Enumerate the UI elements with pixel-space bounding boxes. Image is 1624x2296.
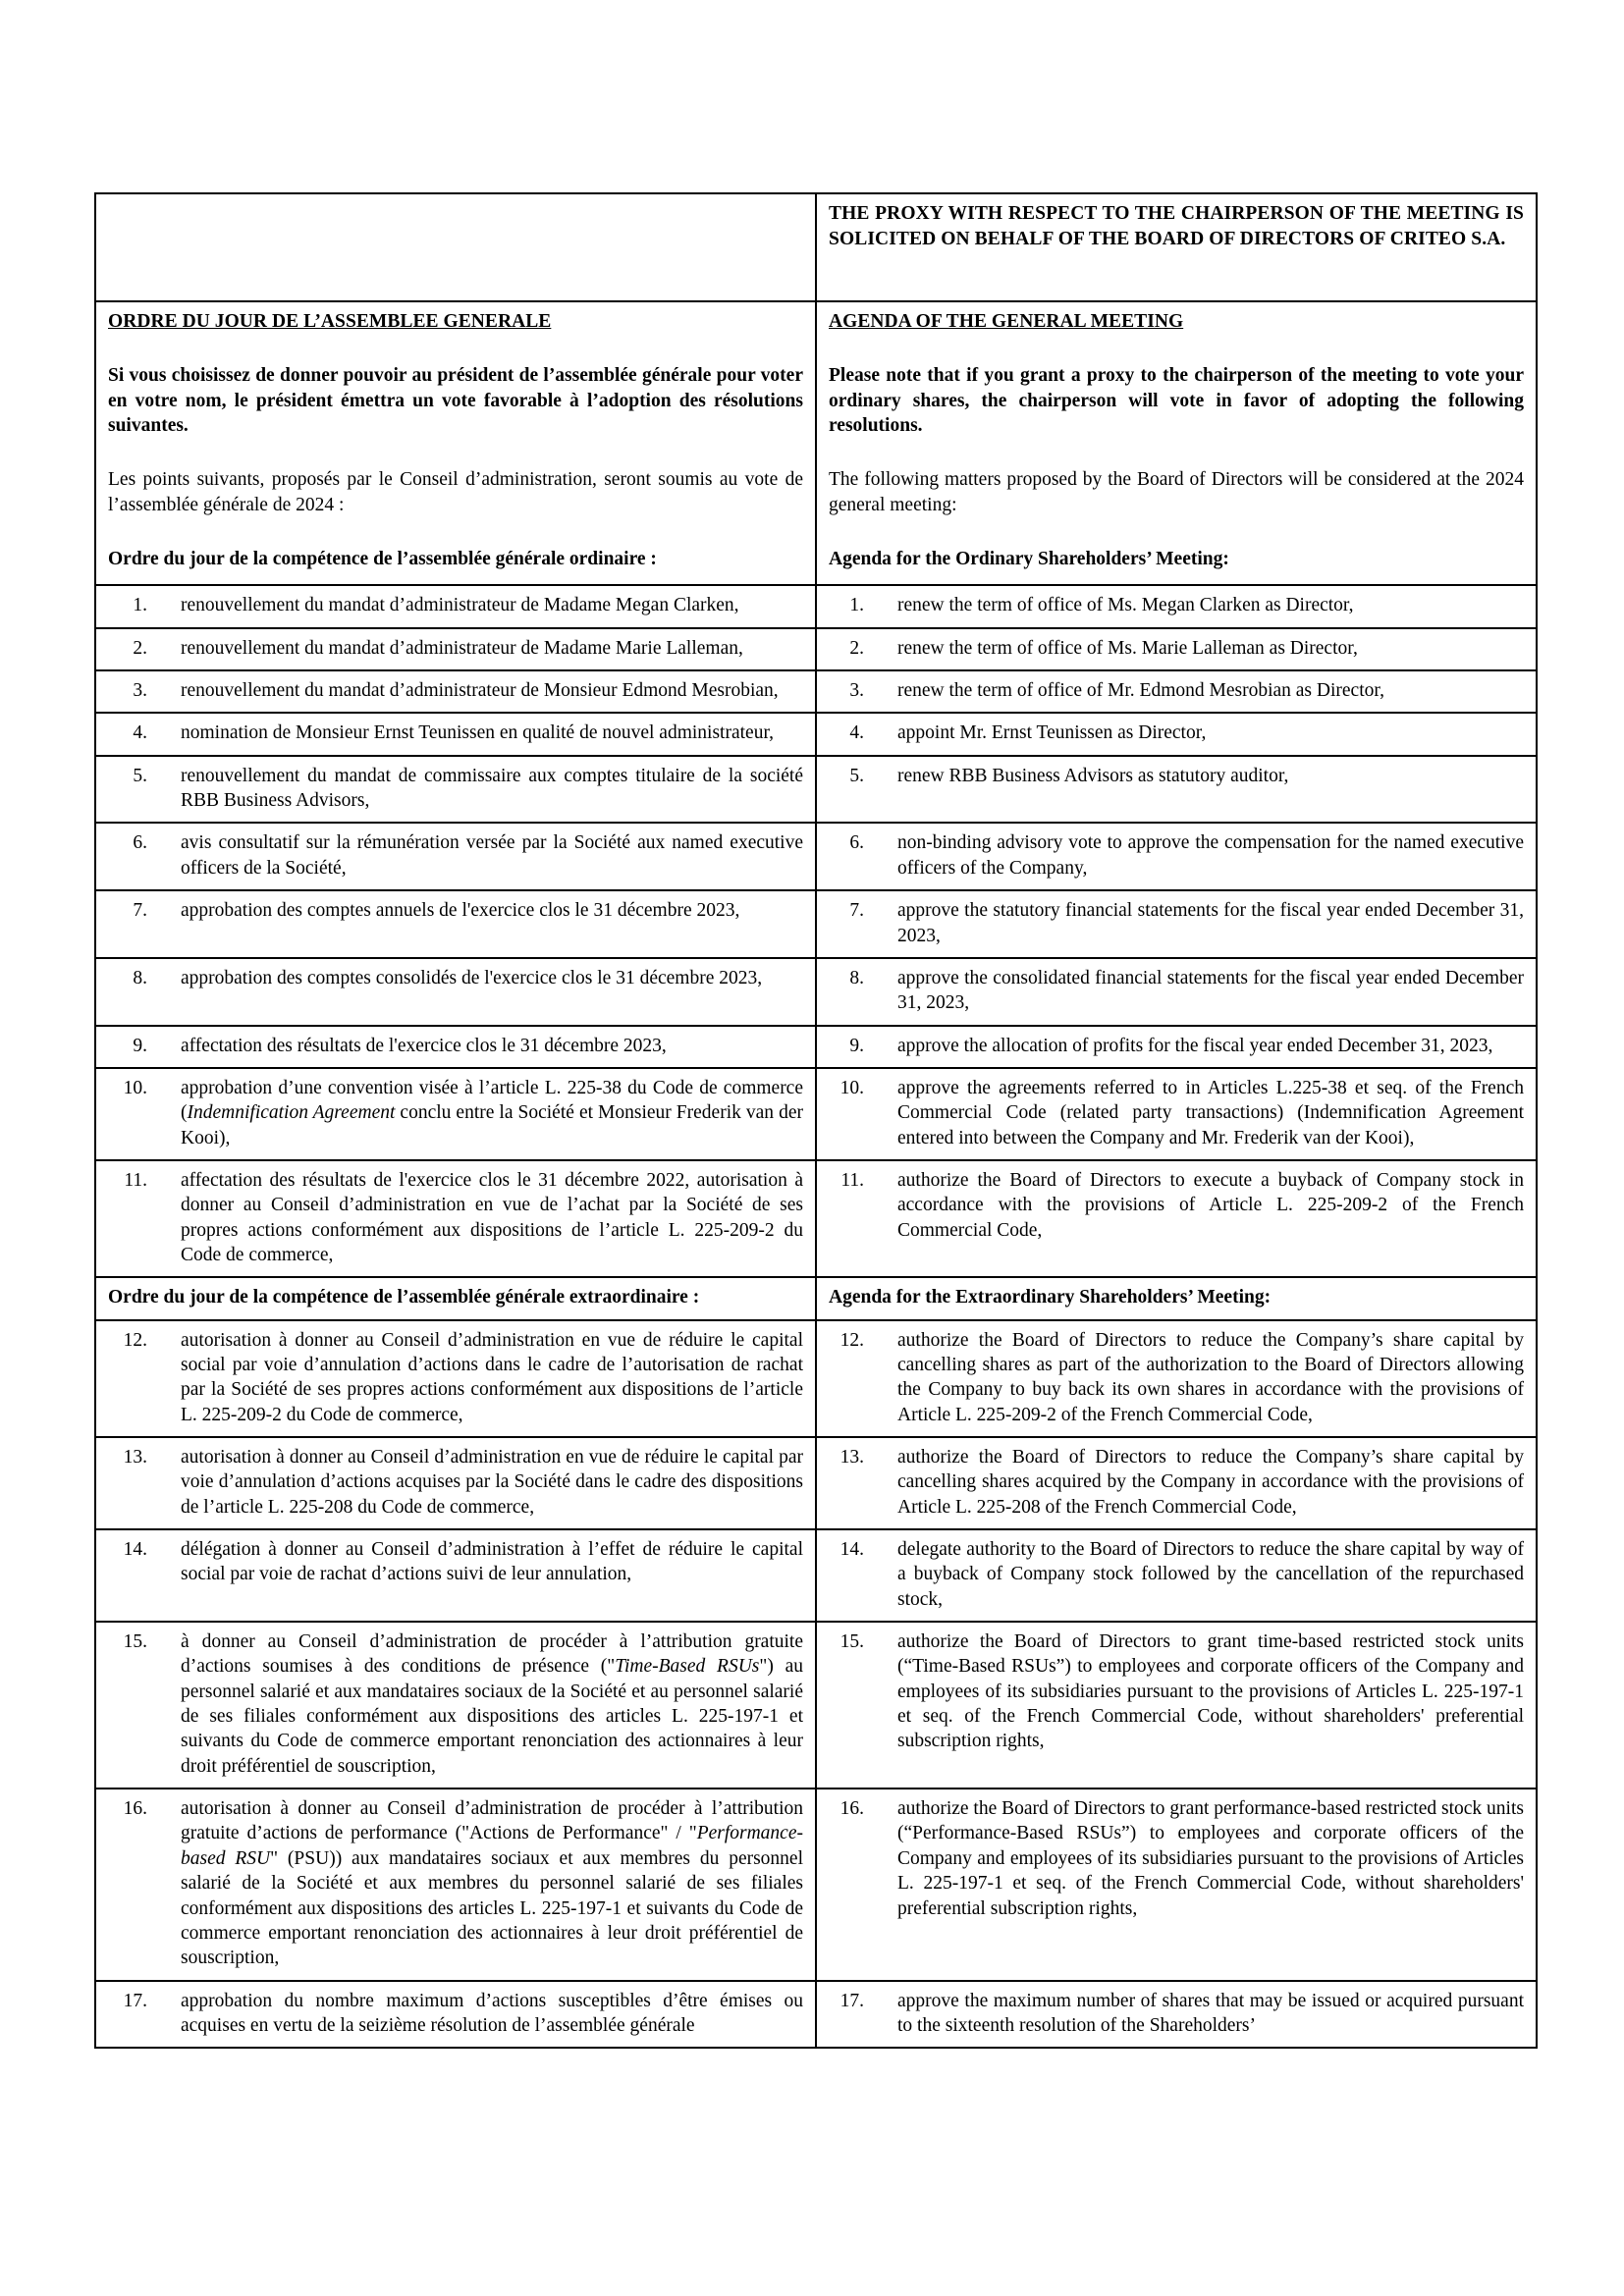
french-agenda-item-6 [95, 823, 816, 890]
extraordinary-heading-row [95, 1277, 1537, 1319]
agenda-item-number: 6. [133, 832, 147, 854]
agenda-item-number: 9. [849, 1035, 864, 1056]
extraordinary-items-group [95, 1320, 1537, 2049]
agenda-item-number: 1. [133, 595, 147, 616]
agenda-item-number: 14. [123, 1539, 147, 1561]
agenda-item-text: approve the agreements referred to in Articles L.225-38 et seq. of the French Commercial Code (related party transactions) (Indemnification Agreement entered into between the Company and Mr. Frederik van der Kooi), [897, 1077, 1524, 1148]
agenda-item-row [95, 756, 1537, 824]
agenda-item-number: 3. [133, 680, 147, 702]
english-agenda-item-12 [816, 1320, 1537, 1437]
agenda-item-number: 1. [849, 595, 864, 616]
agenda-item-text: autorisation à donner au Conseil d’administration en vue de réduire le capital social par voie d’annulation d’actions dans le cadre de l’autorisation de rachat par la Société de ses propres actions conformément aux dispositions de l’article L. 225-209-2 du Code de commerce, [181, 1329, 803, 1425]
agenda-item-row [95, 1026, 1537, 1068]
agenda-item-text: authorize the Board of Directors to reduce the Company’s share capital by cancelling shares acquired by the Company in accordance with the provisions of Article L. 225-208 of the French Commercial Code, [897, 1447, 1524, 1518]
agenda-item-text: approbation des comptes consolidés de l'exercice clos le 31 décembre 2023, [181, 967, 763, 988]
french-agenda-item-17 [95, 1981, 816, 2049]
agenda-item-text: autorisation à donner au Conseil d’administration de procéder à l’attribution gratuite d’actions de performance ("Actions de Performance" / "Performance-based RSU" (PSU)) aux mandataires sociaux et aux membres du personnel salarié de la Société et aux membres du personnel salarié de ses filiales conformément aux dispositions des articles L. 225-197-1 et suivants du Code de commerce emportant renonciation des actionnaires à leur droit préférentiel de souscription, [181, 1798, 803, 1969]
agenda-table-body [95, 193, 1537, 585]
agenda-item-number: 8. [133, 967, 147, 988]
agenda-item-text: approbation du nombre maximum d’actions susceptibles d’être émises ou acquises en vertu de la seizième résolution de l’assemblée générale [181, 1990, 803, 2036]
agenda-item-number: 15. [123, 1631, 147, 1653]
agenda-item-text: approve the statutory financial statements for the fiscal year ended December 31, 2023, [897, 900, 1524, 946]
french-agenda-item-12 [95, 1320, 816, 1437]
french-agenda-item-14 [95, 1529, 816, 1622]
english-agenda-item-16 [816, 1789, 1537, 1980]
agenda-item-row [95, 1320, 1537, 1437]
header-cell-left [95, 193, 816, 301]
agenda-item-number: 16. [839, 1798, 864, 1820]
french-agenda-item-3 [95, 670, 816, 713]
agenda-item-row [95, 585, 1537, 627]
french-intro-paragraph-1: Si vous choisissez de donner pouvoir au président de l’assemblée générale pour voter en votre nom, le président émettra un vote favorable à l’adoption des résolutions suivantes. [108, 365, 803, 437]
agenda-item-row [95, 1622, 1537, 1789]
agenda-item-number: 4. [849, 722, 864, 744]
agenda-item-text: avis consultatif sur la rémunération versée par la Société aux named executive officers de la Société, [181, 832, 803, 879]
agenda-item-number: 2. [849, 637, 864, 659]
agenda-item-number: 10. [839, 1077, 864, 1098]
agenda-item-number: 11. [124, 1169, 147, 1191]
english-agenda-item-8 [816, 958, 1537, 1026]
french-agenda-item-10 [95, 1068, 816, 1160]
agenda-item-row [95, 1068, 1537, 1160]
agenda-item-text: authorize the Board of Directors to execute a buyback of Company stock in accordance with the provisions of Article L. 225-209-2 of the French Commercial Code, [897, 1169, 1524, 1241]
agenda-item-text: delegate authority to the Board of Directors to reduce the share capital by way of a buyback of Company stock followed by the cancellation of the repurchased stock, [897, 1539, 1524, 1610]
agenda-item-text: renouvellement du mandat de commissaire aux comptes titulaire de la société RBB Business Advisors, [181, 765, 803, 812]
agenda-item-text: approve the consolidated financial statements for the fiscal year ended December 31, 2023, [897, 967, 1524, 1014]
agenda-table [94, 192, 1538, 2049]
english-agenda-item-15 [816, 1622, 1537, 1789]
agenda-item-number: 12. [839, 1329, 864, 1351]
agenda-item-number: 11. [840, 1169, 864, 1191]
french-ordinary-agenda-subtitle: Ordre du jour de la compétence de l’assemblée générale ordinaire : [108, 549, 657, 570]
intro-cell-french [95, 301, 816, 585]
french-agenda-title: ORDRE DU JOUR DE L’ASSEMBLEE GENERALE [108, 311, 552, 332]
agenda-item-number: 3. [849, 680, 864, 702]
agenda-item-number: 15. [839, 1631, 864, 1653]
agenda-item-number: 6. [849, 832, 864, 854]
agenda-item-text: affectation des résultats de l'exercice clos le 31 décembre 2023, [181, 1035, 667, 1056]
english-agenda-item-1 [816, 585, 1537, 627]
header-row [95, 193, 1537, 301]
agenda-item-number: 7. [133, 900, 147, 922]
agenda-item-number: 10. [123, 1077, 147, 1098]
english-agenda-title: AGENDA OF THE GENERAL MEETING [829, 311, 1184, 332]
agenda-item-number: 14. [839, 1539, 864, 1561]
english-agenda-item-5 [816, 756, 1537, 824]
english-agenda-item-6 [816, 823, 1537, 890]
agenda-item-row [95, 1437, 1537, 1529]
french-extraordinary-subtitle: Ordre du jour de la compétence de l’assemblée générale extraordinaire : [95, 1277, 816, 1319]
agenda-item-number: 5. [849, 765, 864, 786]
agenda-item-number: 7. [849, 900, 864, 922]
french-agenda-item-4 [95, 713, 816, 755]
agenda-item-text: authorize the Board of Directors to grant time-based restricted stock units (“Time-Based RSUs”) to employees and corporate officers of the Company and employees of its subsidiaries pursuant to the provisions of Articles L. 225-197-1 et seq. of the French Commercial Code, without shareholders' preferential subscription rights, [897, 1631, 1524, 1752]
agenda-item-number: 8. [849, 967, 864, 988]
french-agenda-item-2 [95, 628, 816, 670]
agenda-item-number: 2. [133, 637, 147, 659]
agenda-item-number: 4. [133, 722, 147, 744]
agenda-item-number: 17. [839, 1990, 864, 2011]
french-agenda-item-1 [95, 585, 816, 627]
agenda-item-text: à donner au Conseil d’administration de procéder à l’attribution gratuite d’actions soumises à des conditions de présence ("Time-Based RSUs") au personnel salarié et aux mandataires sociaux de la Société et au personnel salarié de ses filiales conformément aux dispositions des articles L. 225-197-1 et suivants du Code de commerce emportant renonciation des actionnaires à leur droit préférentiel de souscription, [181, 1631, 804, 1777]
english-agenda-item-13 [816, 1437, 1537, 1529]
agenda-item-row [95, 1789, 1537, 1980]
agenda-item-text: approbation des comptes annuels de l'exercice clos le 31 décembre 2023, [181, 900, 740, 922]
english-agenda-item-3 [816, 670, 1537, 713]
agenda-item-text: autorisation à donner au Conseil d’administration en vue de réduire le capital par voie d’annulation d’actions acquises par la Société dans le cadre des dispositions de l’article L. 225-208 du Code de commerce, [181, 1447, 803, 1518]
agenda-item-row [95, 713, 1537, 755]
ordinary-items-group [95, 585, 1537, 1277]
french-agenda-item-9 [95, 1026, 816, 1068]
agenda-item-number: 16. [123, 1798, 147, 1820]
english-extraordinary-subtitle: Agenda for the Extraordinary Shareholders’ Meeting: [816, 1277, 1537, 1319]
english-agenda-item-9 [816, 1026, 1537, 1068]
french-agenda-item-5 [95, 756, 816, 824]
intro-row [95, 301, 1537, 585]
english-agenda-item-7 [816, 890, 1537, 958]
agenda-item-number: 13. [123, 1447, 147, 1468]
french-agenda-item-16 [95, 1789, 816, 1980]
agenda-item-row [95, 890, 1537, 958]
agenda-item-number: 5. [133, 765, 147, 786]
agenda-item-row [95, 1160, 1537, 1277]
english-agenda-item-10 [816, 1068, 1537, 1160]
agenda-item-text: renew the term of office of Ms. Marie Lalleman as Director, [897, 637, 1358, 659]
french-agenda-item-7 [95, 890, 816, 958]
agenda-item-number: 12. [123, 1329, 147, 1351]
french-agenda-item-8 [95, 958, 816, 1026]
agenda-item-text: renouvellement du mandat d’administrateur de Monsieur Edmond Mesrobian, [181, 680, 779, 702]
agenda-item-text: approve the allocation of profits for the fiscal year ended December 31, 2023, [897, 1035, 1493, 1056]
agenda-item-text: appoint Mr. Ernst Teunissen as Director, [897, 722, 1207, 744]
agenda-item-text: renew the term of office of Mr. Edmond Mesrobian as Director, [897, 680, 1384, 702]
english-intro-paragraph-1: Please note that if you grant a proxy to the chairperson of the meeting to vote your ordinary shares, the chairperson will vote in favor of adopting the following resolutions. [829, 365, 1524, 437]
agenda-item-text: renouvellement du mandat d’administrateur de Madame Megan Clarken, [181, 595, 739, 616]
agenda-item-text: approve the maximum number of shares that may be issued or acquired pursuant to the sixteenth resolution of the Shareholders’ [897, 1990, 1524, 2036]
french-agenda-item-15 [95, 1622, 816, 1789]
agenda-item-text: renouvellement du mandat d’administrateur de Madame Marie Lalleman, [181, 637, 743, 659]
french-intro-paragraph-2: Les points suivants, proposés par le Conseil d’administration, seront soumis au vote de l’assemblée générale de 2024 : [108, 469, 803, 515]
agenda-item-text: délégation à donner au Conseil d’administration à l’effet de réduire le capital social par voie de rachat d’actions suivi de leur annulation, [181, 1539, 803, 1585]
agenda-item-row [95, 1529, 1537, 1622]
english-ordinary-agenda-subtitle: Agenda for the Ordinary Shareholders’ Meeting: [829, 549, 1229, 570]
french-agenda-item-11 [95, 1160, 816, 1277]
french-agenda-item-13 [95, 1437, 816, 1529]
agenda-item-text: authorize the Board of Directors to reduce the Company’s share capital by cancelling shares as part of the authorization to the Board of Directors allowing the Company to buy back its own shares in accordance with the provisions of Article L. 225-209-2 of the French Commercial Code, [897, 1329, 1524, 1425]
english-intro-paragraph-2: The following matters proposed by the Board of Directors will be considered at the 2024 general meeting: [829, 469, 1524, 515]
english-agenda-item-11 [816, 1160, 1537, 1277]
agenda-item-text: approbation d’une convention visée à l’article L. 225-38 du Code de commerce (Indemnification Agreement conclu entre la Société et Monsieur Frederik van der Kooi), [181, 1077, 803, 1148]
agenda-item-text: renew the term of office of Ms. Megan Clarken as Director, [897, 595, 1354, 616]
agenda-item-row [95, 958, 1537, 1026]
english-agenda-item-17 [816, 1981, 1537, 2049]
agenda-item-text: affectation des résultats de l'exercice clos le 31 décembre 2022, autorisation à donner au Conseil d’administration en vue de l’achat par la Société de ses propres actions conformément aux dispositions de l’article L. 225-209-2 du Code de commerce, [181, 1169, 803, 1265]
agenda-item-text: non-binding advisory vote to approve the compensation for the named executive officers of the Company, [897, 832, 1524, 879]
agenda-item-row [95, 823, 1537, 890]
agenda-item-number: 17. [123, 1990, 147, 2011]
agenda-item-number: 13. [839, 1447, 864, 1468]
agenda-item-text: renew RBB Business Advisors as statutory auditor, [897, 765, 1289, 786]
header-cell-right: THE PROXY WITH RESPECT TO THE CHAIRPERSON OF THE MEETING IS SOLICITED ON BEHALF OF THE BOARD OF DIRECTORS OF CRITEO S.A. [816, 193, 1537, 301]
english-agenda-item-2 [816, 628, 1537, 670]
agenda-item-text: authorize the Board of Directors to grant performance-based restricted stock units (“Performance-Based RSUs”) to employees and corporate officers of the Company and employees of its subsidiaries pursuant to the provisions of Articles L. 225-197-1 et seq. of the French Commercial Code, without shareholders' preferential subscription rights, [897, 1798, 1524, 1919]
agenda-item-row [95, 628, 1537, 670]
english-agenda-item-4 [816, 713, 1537, 755]
english-agenda-item-14 [816, 1529, 1537, 1622]
intro-cell-english [816, 301, 1537, 585]
agenda-item-row [95, 670, 1537, 713]
agenda-item-text: nomination de Monsieur Ernst Teunissen en qualité de nouvel administrateur, [181, 722, 775, 744]
agenda-item-row [95, 1981, 1537, 2049]
agenda-item-number: 9. [133, 1035, 147, 1056]
